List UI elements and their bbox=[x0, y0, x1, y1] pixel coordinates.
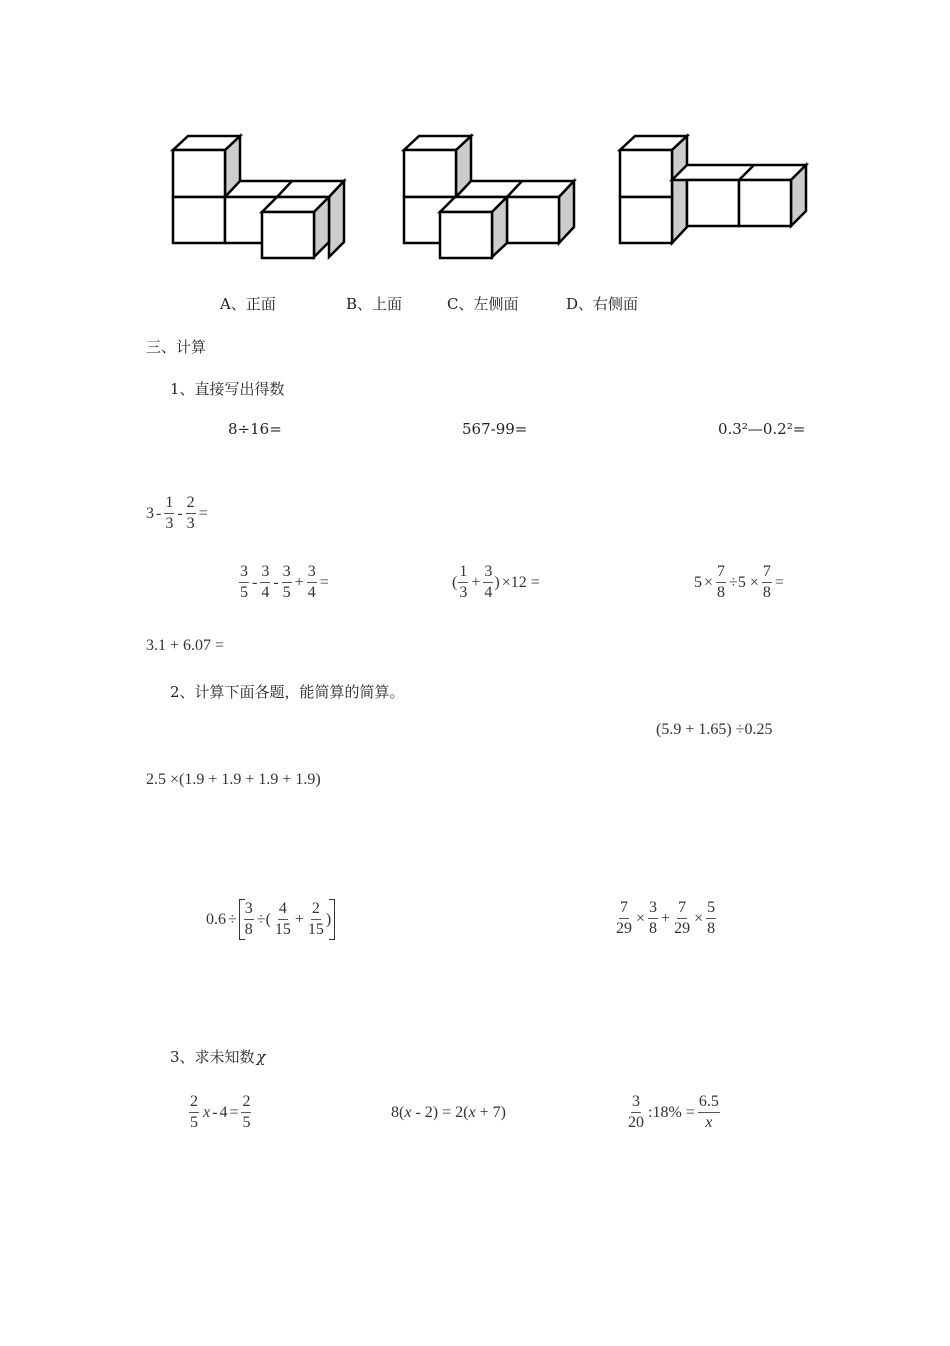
q1-expr-3: 0.3²—0.2²= bbox=[718, 420, 806, 438]
q1-title: 1、直接写出得数 bbox=[170, 380, 285, 398]
cube-figure-3 bbox=[620, 136, 806, 243]
option-d-label: D、右侧面 bbox=[566, 295, 639, 313]
option-b-label: B、上面 bbox=[346, 295, 403, 313]
q3-expr-3: $\frac{3}{20}$ :18% = $\frac{6.5}{x}$ bbox=[628, 1093, 719, 1131]
q1-expr-4: 3 - $\frac{1}{3}$ - $\frac{2}{3}$ = bbox=[146, 494, 208, 532]
cube-figures bbox=[0, 0, 950, 280]
q2-expr-2: 2.5 ×(1.9 + 1.9 + 1.9 + 1.9) bbox=[146, 771, 321, 788]
q3-expr-1: $\frac{2}{5}$ x - 4 = $\frac{2}{5}$ bbox=[190, 1093, 251, 1131]
option-c-label: C、左侧面 bbox=[447, 295, 519, 313]
q1-expr-8: 3.1 + 6.07 = bbox=[146, 637, 225, 654]
q1-expr-1: 8÷16= bbox=[228, 420, 282, 438]
q2-expr-4: $\frac{7}{29}$ × $\frac{3}{8}$ + $\frac{7}{29}$ × $\frac{5}{8}$ bbox=[616, 899, 716, 937]
q2-title: 2、计算下面各题，能简算的简算。 bbox=[170, 683, 405, 701]
q1-expr-7: 5 × $\frac{7}{8}$ ÷5 × $\frac{7}{8}$ = bbox=[694, 563, 784, 601]
q1-expr-2: 567-99= bbox=[462, 420, 528, 438]
q3-expr-2: 8(x - 2) = 2(x + 7) bbox=[391, 1104, 506, 1121]
q1-expr-5: $\frac{3}{5}$ - $\frac{3}{4}$ - $\frac{3}{5}$ + $\frac{3}{4}$ = bbox=[240, 563, 329, 601]
q2-expr-1: (5.9 + 1.65) ÷0.25 bbox=[656, 721, 773, 738]
section-title: 三、计算 bbox=[146, 338, 207, 356]
cube-figure-2 bbox=[404, 136, 574, 258]
q1-expr-6: ( $\frac{1}{3}$ + $\frac{3}{4}$ ) ×12 = bbox=[452, 563, 540, 601]
q2-expr-3: 0.6 ÷ $\frac{3}{8}$ ÷( $\frac{4}{15}$ + $\frac{2}{15}$ ) bbox=[206, 899, 335, 940]
q3-title: 3、求未知数 χ bbox=[170, 1048, 266, 1066]
option-a-label: A、正面 bbox=[220, 295, 276, 313]
cube-figure-1 bbox=[173, 136, 344, 258]
